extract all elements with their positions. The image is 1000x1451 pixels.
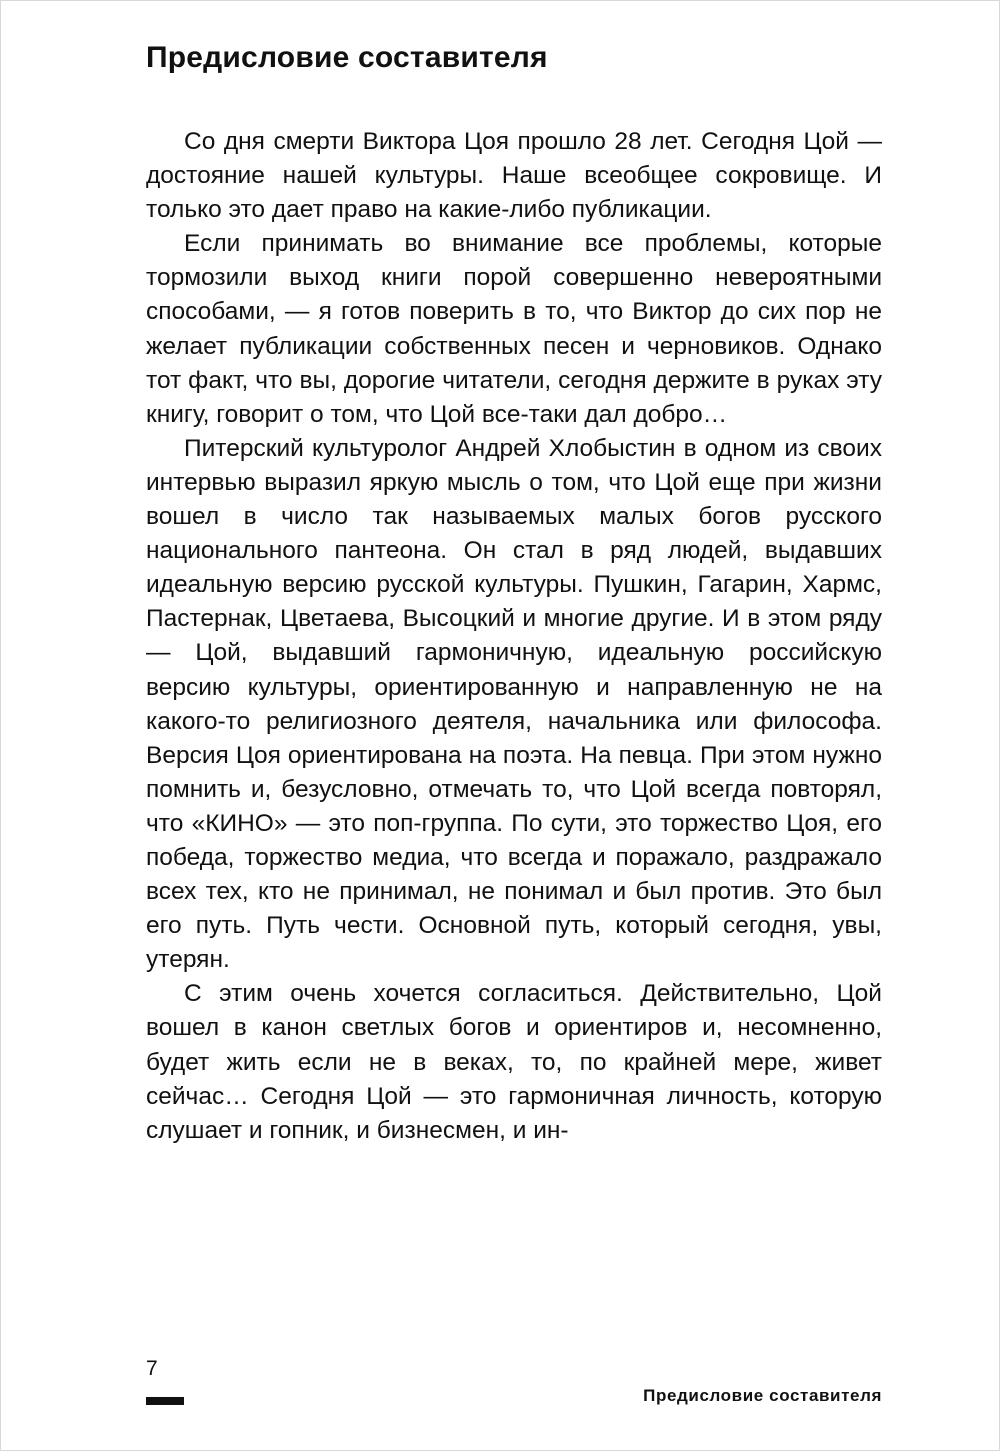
paragraph-3: Питерский культуролог Андрей Хлобыстин в одном из своих интервью выразил яркую мысль о том, что Цой еще при жизни вошел в число так называемых малых богов русского национального пантеона. Он стал в ряд людей, выдавших идеальную версию русской культуры. Пушкин, Гагарин, Хармс, Пастернак, Цветаева, Высоцкий и многие другие. И в этом ряду — Цой, выдавший гармоничную, идеальную российскую версию культуры, ориентированную и направленную не на какого-то религиозного деятеля, начальника или философа. Версия Цоя ориентирована на поэта. На певца. При этом нужно помнить и, безусловно, отмечать то, что Цой всегда повторял, что «КИНО» — это поп-группа. По сути, это торжество Цоя, его победа, торжество медиа, что всегда и поражало, раздражало всех тех, кто не принимал, не понимал и был против. Это был его путь. Путь чести. Основной путь, который сегодня, увы, утерян. [146, 434, 882, 974]
footer-bar-divider [146, 1397, 184, 1405]
paragraph-4: С этим очень хочется согласиться. Действительно, Цой вошел в канон светлых богов и ориентиров и, несомненно, будет жить если не в веках, то, по крайней мере, живет сейчас… Сегодня Цой — это гармоничная личность, которую слушает и гопник, и бизнесмен, и ин- [146, 980, 882, 1144]
page-number: 7 [146, 1357, 158, 1380]
page-title: Предисловие составителя [146, 41, 548, 74]
paragraph-2: Если принимать во внимание все проблемы, которые тормозили выход книги порой совершенно невероятными способами, — я готов поверить в то, что Виктор до сих пор не желает публикации собственных песен и черновиков. Однако тот факт, что вы, дорогие читатели, сегодня держите в руках эту книгу, говорит о том, что Цой все-таки дал добро… [146, 230, 882, 428]
body-text [146, 125, 882, 1148]
running-footer-title: Предисловие составителя [643, 1386, 882, 1405]
paragraph-1: Со дня смерти Виктора Цоя прошло 28 лет. Сегодня Цой — достояние нашей культуры. Наше всеобщее сокровище. И только это дает право на какие-либо публикации. [146, 128, 882, 224]
